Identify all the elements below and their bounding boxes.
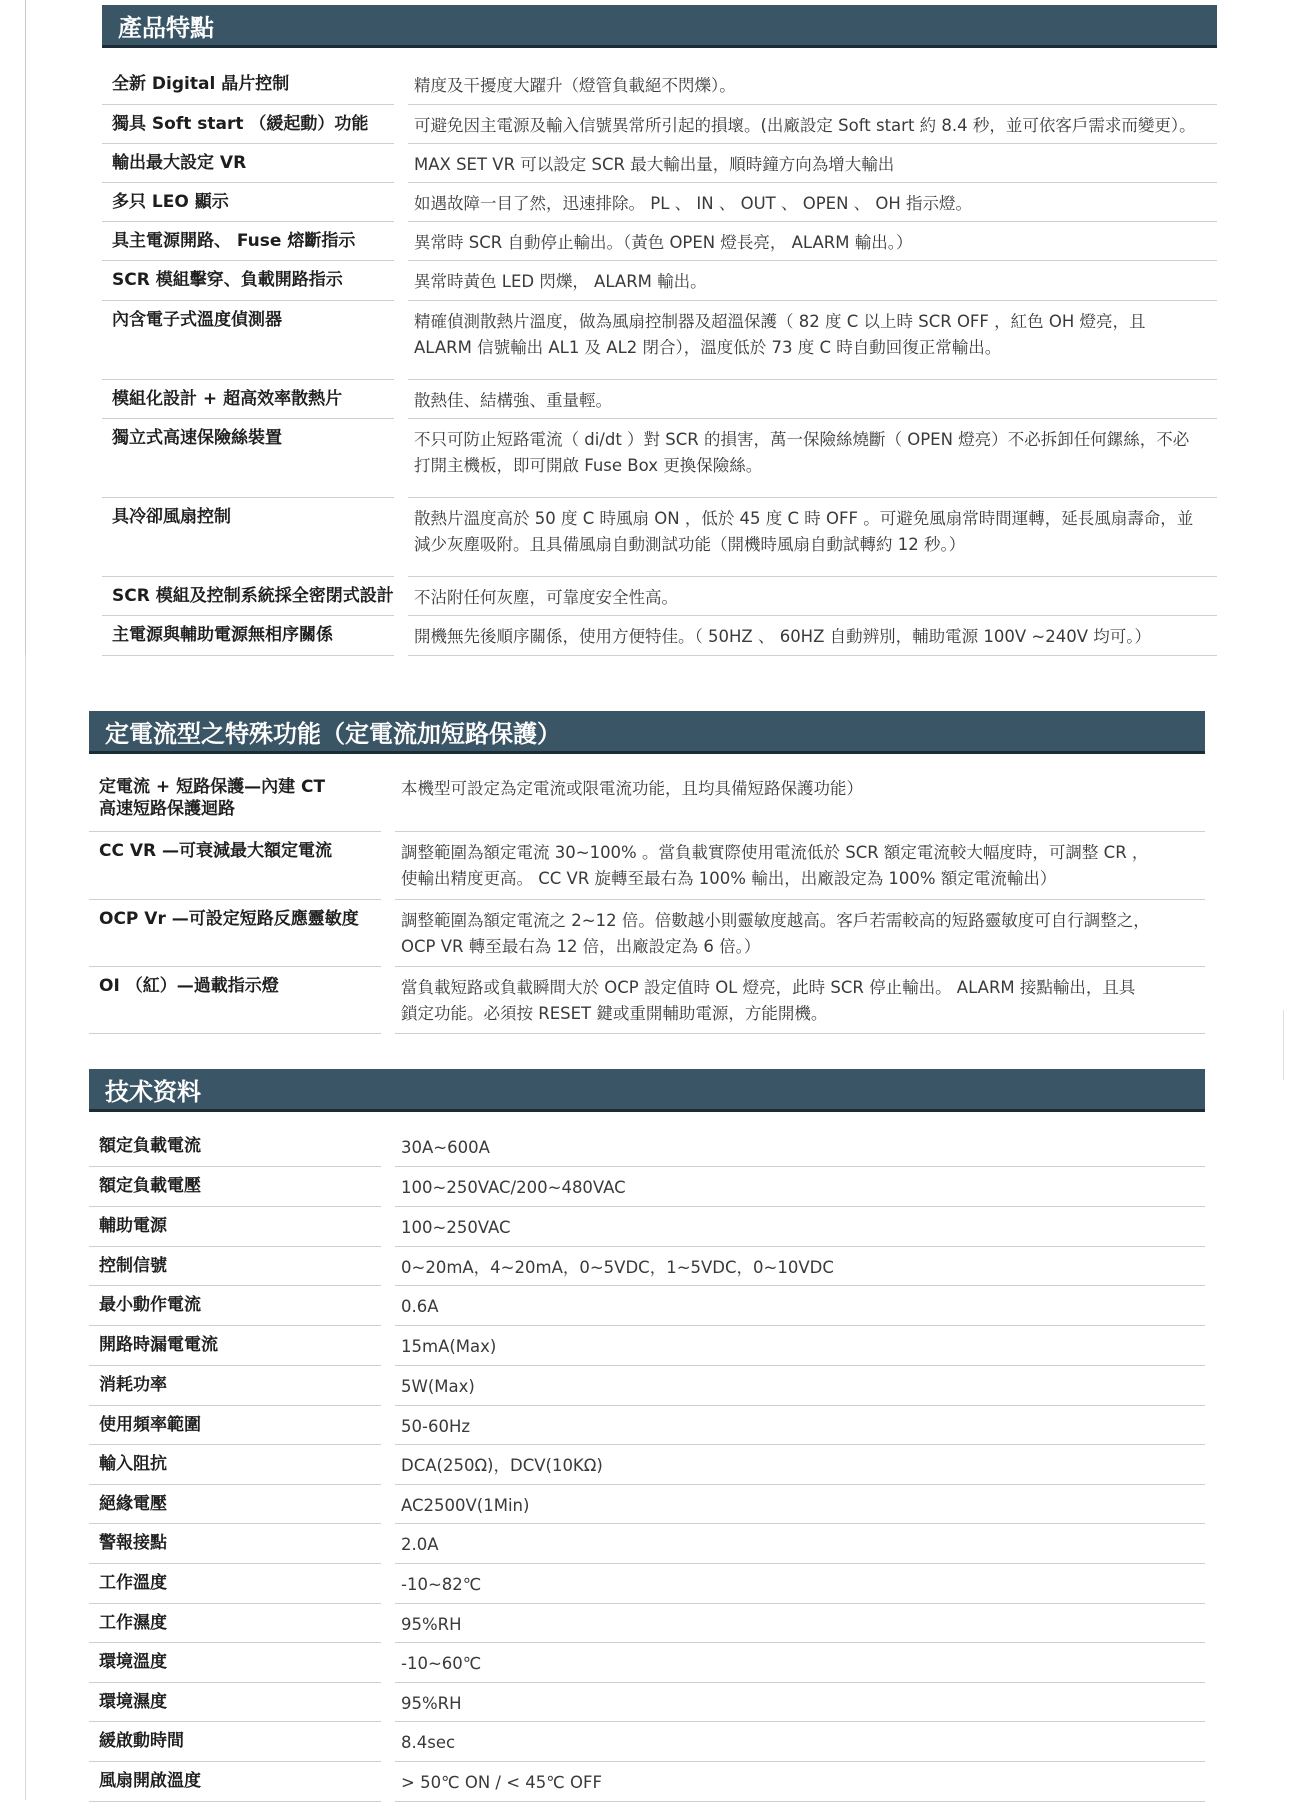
constant-current-header	[89, 711, 1205, 754]
constant-current-title: 定電流型之特殊功能（定電流加短路保護）	[105, 719, 561, 748]
row-value: 不沾附任何灰塵，可靠度安全性高。	[408, 577, 1217, 616]
table-row	[89, 832, 1205, 900]
table-row	[89, 1326, 1205, 1366]
table-row	[89, 1247, 1205, 1286]
row-label: 主電源與輔助電源無相序關係	[102, 616, 394, 656]
table-row	[89, 1564, 1205, 1604]
row-value: 0.6A	[395, 1286, 1205, 1326]
constant-current-section	[89, 711, 1205, 1034]
row-value: 95%RH	[395, 1604, 1205, 1643]
row-value: 100~250VAC/200~480VAC	[395, 1167, 1205, 1207]
row-label: 全新 Digital 晶片控制	[102, 65, 394, 105]
table-row	[89, 768, 1205, 832]
row-value: 調整範圍為額定電流之 2~12 倍。倍數越小則靈敏度越高。客戶若需較高的短路靈敏度可自行調整之， OCP VR 轉至最右為 12 倍，出廠設定為 6 倍。）	[395, 900, 1205, 967]
row-label: 環境濕度	[89, 1683, 381, 1722]
table-row	[102, 144, 1217, 183]
table-row	[89, 1366, 1205, 1406]
table-row	[89, 1207, 1205, 1247]
row-label: 消耗功率	[89, 1366, 381, 1406]
features-table	[102, 65, 1217, 656]
row-value: 95%RH	[395, 1683, 1205, 1722]
row-label: 多只 LEO 顯示	[102, 183, 394, 222]
table-row	[89, 1762, 1205, 1802]
constant-current-table	[89, 768, 1205, 1034]
row-label: 定電流 + 短路保護—內建 CT 高速短路保護迴路	[89, 768, 381, 832]
row-label: 獨立式高速保險絲裝置	[102, 419, 394, 498]
features-title: 產品特點	[118, 13, 214, 42]
features-section	[102, 5, 1217, 656]
left-margin-line	[25, 0, 26, 655]
row-label: 開路時漏電電流	[89, 1326, 381, 1366]
row-label: 模組化設計 + 超高效率散熱片	[102, 380, 394, 419]
row-label: 內含電子式溫度偵測器	[102, 301, 394, 380]
row-label: 具冷卻風扇控制	[102, 498, 394, 577]
table-row	[102, 222, 1217, 261]
row-value: 散熱片溫度高於 50 度 C 時風扇 ON ，低於 45 度 C 時 OFF 。可避免風扇常時間運轉，延長風扇壽命，並 減少灰塵吸附。且具備風扇自動測試功能（開機時風扇自動試轉約 12 秒。）	[408, 498, 1217, 577]
row-value: 8.4sec	[395, 1722, 1205, 1762]
row-label: SCR 模組及控制系統採全密閉式設計	[102, 577, 394, 616]
table-row	[89, 967, 1205, 1034]
row-value: 可避免因主電源及輸入信號異常所引起的損壞。(出廠設定 Soft start 約 8.4 秒，並可依客戶需求而變更）。	[408, 105, 1217, 144]
row-value: 如遇故障一目了然，迅速排除。 PL 、 IN 、 OUT 、 OPEN 、 OH 指示燈。	[408, 183, 1217, 222]
row-value: 當負載短路或負載瞬間大於 OCP 設定值時 OL 燈亮，此時 SCR 停止輸出。 ALARM 接點輸出，且具 鎖定功能。必須按 RESET 鍵或重開輔助電源，方能開機。	[395, 967, 1205, 1034]
row-value: MAX SET VR 可以設定 SCR 最大輸出量，順時鐘方向為增大輸出	[408, 144, 1217, 183]
right-margin-mark	[1283, 1010, 1284, 1080]
row-label: OCP Vr —可設定短路反應靈敏度	[89, 900, 381, 967]
row-label: 輸出最大設定 VR	[102, 144, 394, 183]
row-label: OI （紅）—過載指示燈	[89, 967, 381, 1034]
table-row	[102, 616, 1217, 656]
table-row	[89, 1286, 1205, 1326]
row-label: 工作溫度	[89, 1564, 381, 1604]
table-row	[89, 900, 1205, 967]
row-value: 100~250VAC	[395, 1207, 1205, 1247]
row-value: 調整範圍為額定電流 30~100% 。當負載實際使用電流低於 SCR 額定電流較大幅度時，可調整 CR ， 使輸出精度更高。 CC VR 旋轉至最右為 100% 輸出，出廠設定為 100% 額定電流輸出）	[395, 832, 1205, 900]
table-row	[89, 1524, 1205, 1564]
row-label: 控制信號	[89, 1247, 381, 1286]
table-row	[102, 261, 1217, 301]
row-label: 環境溫度	[89, 1643, 381, 1683]
table-row	[89, 1127, 1205, 1167]
table-row	[102, 105, 1217, 144]
row-label: 絕緣電壓	[89, 1485, 381, 1524]
row-value: 本機型可設定為定電流或限電流功能，且均具備短路保護功能）	[395, 768, 1205, 832]
row-label: 輔助電源	[89, 1207, 381, 1247]
row-value: 散熱佳、結構強、重量輕。	[408, 380, 1217, 419]
specs-section	[89, 1069, 1205, 1802]
row-label: 最小動作電流	[89, 1286, 381, 1326]
table-row	[102, 419, 1217, 498]
row-value: 0~20mA，4~20mA，0~5VDC，1~5VDC，0~10VDC	[395, 1247, 1205, 1286]
row-value: 2.0A	[395, 1524, 1205, 1564]
table-row	[89, 1167, 1205, 1207]
table-row	[89, 1445, 1205, 1485]
row-value: 50-60Hz	[395, 1406, 1205, 1445]
row-value: 30A~600A	[395, 1127, 1205, 1167]
specs-header	[89, 1069, 1205, 1112]
row-value: 異常時黃色 LED 閃爍， ALARM 輸出。	[408, 261, 1217, 301]
row-value: 精確偵測散熱片溫度，做為風扇控制器及超溫保護（ 82 度 C 以上時 SCR OFF ，紅色 OH 燈亮，且 ALARM 信號輸出 AL1 及 AL2 閉合），溫度低於 73 度 C 時自動回復正常輸出。	[408, 301, 1217, 380]
table-row	[102, 301, 1217, 380]
row-value: AC2500V(1Min)	[395, 1485, 1205, 1524]
row-label: 輸入阻抗	[89, 1445, 381, 1485]
row-value: -10~82℃	[395, 1564, 1205, 1604]
row-label: 緩啟動時間	[89, 1722, 381, 1762]
left-margin-line-lower	[25, 655, 26, 1800]
row-value: 5W(Max)	[395, 1366, 1205, 1406]
table-row	[89, 1485, 1205, 1524]
row-value: 開機無先後順序關係，使用方便特佳。（ 50HZ 、 60HZ 自動辨別，輔助電源 100V ~240V 均可。）	[408, 616, 1217, 656]
row-label: 額定負載電壓	[89, 1167, 381, 1207]
row-label: 獨具 Soft start （緩起動）功能	[102, 105, 394, 144]
row-value: 不只可防止短路電流（ di/dt ）對 SCR 的損害，萬一保險絲燒斷（ OPEN 燈亮）不必拆卸任何鏍絲，不必 打開主機板，即可開啟 Fuse Box 更換保險絲。	[408, 419, 1217, 498]
table-row	[102, 380, 1217, 419]
specs-title: 技术资料	[105, 1077, 201, 1106]
table-row	[102, 577, 1217, 616]
row-value: -10~60℃	[395, 1643, 1205, 1683]
row-label: 具主電源開路、 Fuse 熔斷指示	[102, 222, 394, 261]
row-label: SCR 模組擊穿、負載開路指示	[102, 261, 394, 301]
row-label: 風扇開啟溫度	[89, 1762, 381, 1802]
table-row	[89, 1683, 1205, 1722]
table-row	[102, 65, 1217, 105]
specs-table	[89, 1127, 1205, 1802]
features-header	[102, 5, 1217, 48]
table-row	[102, 498, 1217, 577]
row-value: > 50℃ ON / < 45℃ OFF	[395, 1762, 1205, 1802]
table-row	[89, 1604, 1205, 1643]
row-label: 警報接點	[89, 1524, 381, 1564]
row-label: 工作濕度	[89, 1604, 381, 1643]
row-label: 使用頻率範圍	[89, 1406, 381, 1445]
table-row	[102, 183, 1217, 222]
table-row	[89, 1406, 1205, 1445]
row-label: CC VR —可衰減最大額定電流	[89, 832, 381, 900]
row-label: 額定負載電流	[89, 1127, 381, 1167]
row-value: 15mA(Max)	[395, 1326, 1205, 1366]
row-value: 異常時 SCR 自動停止輸出。（黃色 OPEN 燈長亮， ALARM 輸出。）	[408, 222, 1217, 261]
row-value: 精度及干擾度大躍升（燈管負載絕不閃爍）。	[408, 65, 1217, 105]
table-row	[89, 1722, 1205, 1762]
table-row	[89, 1643, 1205, 1683]
row-value: DCA(250Ω)，DCV(10KΩ)	[395, 1445, 1205, 1485]
